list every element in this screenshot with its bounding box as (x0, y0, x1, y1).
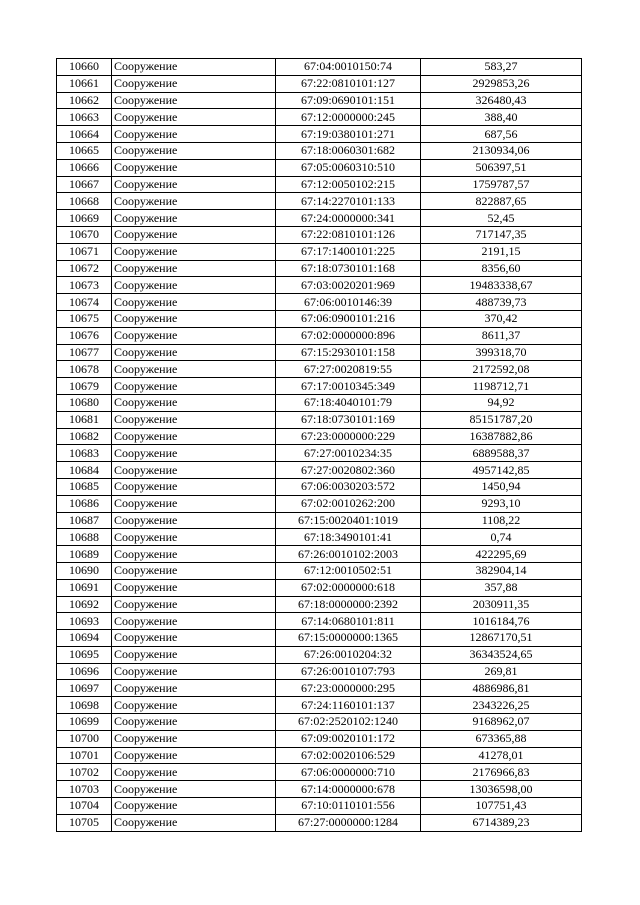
table-row (57, 210, 582, 227)
row-number-cell: 10684 (57, 462, 112, 479)
row-number-cell: 10705 (57, 814, 112, 831)
table-row (57, 378, 582, 395)
cadastral-number-cell: 67:15:0020401:1019 (276, 512, 421, 529)
object-type-cell: Сооружение (112, 193, 276, 210)
cadastral-value-cell: 1016184,76 (421, 613, 582, 630)
object-type-cell: Сооружение (112, 462, 276, 479)
table-row (57, 327, 582, 344)
object-type-cell: Сооружение (112, 781, 276, 798)
cadastral-value-cell: 382904,14 (421, 562, 582, 579)
cadastral-number-cell: 67:23:0000000:295 (276, 680, 421, 697)
cadastral-number-cell: 67:06:0030203:572 (276, 478, 421, 495)
row-number-cell: 10683 (57, 445, 112, 462)
cadastral-value-cell: 388,40 (421, 109, 582, 126)
cadastral-value-cell: 12867170,51 (421, 630, 582, 647)
object-type-cell: Сооружение (112, 495, 276, 512)
cadastral-number-cell: 67:02:0000000:618 (276, 579, 421, 596)
object-type-cell: Сооружение (112, 445, 276, 462)
object-type-cell: Сооружение (112, 478, 276, 495)
row-number-cell: 10702 (57, 764, 112, 781)
cadastral-value-cell: 52,45 (421, 210, 582, 227)
cadastral-number-cell: 67:05:0060310:510 (276, 159, 421, 176)
object-type-cell: Сооружение (112, 294, 276, 311)
cadastral-number-cell: 67:23:0000000:229 (276, 428, 421, 445)
table-row (57, 747, 582, 764)
object-type-cell: Сооружение (112, 142, 276, 159)
cadastral-value-cell: 16387882,86 (421, 428, 582, 445)
row-number-cell: 10685 (57, 478, 112, 495)
cadastral-number-cell: 67:26:0010102:2003 (276, 546, 421, 563)
object-type-cell: Сооружение (112, 814, 276, 831)
table-row (57, 193, 582, 210)
cadastral-number-cell: 67:14:0680101:811 (276, 613, 421, 630)
object-type-cell: Сооружение (112, 512, 276, 529)
table-row (57, 394, 582, 411)
object-type-cell: Сооружение (112, 59, 276, 76)
row-number-cell: 10676 (57, 327, 112, 344)
cadastral-number-cell: 67:03:0020201:969 (276, 277, 421, 294)
row-number-cell: 10669 (57, 210, 112, 227)
cadastral-number-cell: 67:26:0010107:793 (276, 663, 421, 680)
table-row (57, 92, 582, 109)
row-number-cell: 10694 (57, 630, 112, 647)
object-type-cell: Сооружение (112, 277, 276, 294)
row-number-cell: 10678 (57, 361, 112, 378)
cadastral-number-cell: 67:12:0050102:215 (276, 176, 421, 193)
table-row (57, 798, 582, 815)
object-type-cell: Сооружение (112, 680, 276, 697)
row-number-cell: 10681 (57, 411, 112, 428)
cadastral-value-cell: 36343524,65 (421, 646, 582, 663)
cadastral-number-cell: 67:18:4040101:79 (276, 394, 421, 411)
object-type-cell: Сооружение (112, 176, 276, 193)
row-number-cell: 10663 (57, 109, 112, 126)
object-type-cell: Сооружение (112, 579, 276, 596)
cadastral-number-cell: 67:22:0810101:126 (276, 226, 421, 243)
object-type-cell: Сооружение (112, 630, 276, 647)
cadastral-value-cell: 822887,65 (421, 193, 582, 210)
table-row (57, 176, 582, 193)
table-row (57, 226, 582, 243)
object-type-cell: Сооружение (112, 714, 276, 731)
cadastral-value-cell: 6714389,23 (421, 814, 582, 831)
cadastral-number-cell: 67:14:0000000:678 (276, 781, 421, 798)
row-number-cell: 10692 (57, 596, 112, 613)
cadastral-number-cell: 67:18:0060301:682 (276, 142, 421, 159)
table-row (57, 697, 582, 714)
row-number-cell: 10698 (57, 697, 112, 714)
cadastral-number-cell: 67:15:0000000:1365 (276, 630, 421, 647)
row-number-cell: 10680 (57, 394, 112, 411)
row-number-cell: 10660 (57, 59, 112, 76)
cadastral-value-cell: 583,27 (421, 59, 582, 76)
cadastral-number-cell: 67:18:0730101:169 (276, 411, 421, 428)
table-row (57, 277, 582, 294)
cadastral-number-cell: 67:14:2270101:133 (276, 193, 421, 210)
object-type-cell: Сооружение (112, 394, 276, 411)
object-type-cell: Сооружение (112, 75, 276, 92)
object-type-cell: Сооружение (112, 344, 276, 361)
table-row (57, 310, 582, 327)
cadastral-number-cell: 67:27:0020802:360 (276, 462, 421, 479)
object-type-cell: Сооружение (112, 361, 276, 378)
object-type-cell: Сооружение (112, 646, 276, 663)
table-row (57, 663, 582, 680)
cadastral-value-cell: 41278,01 (421, 747, 582, 764)
cadastral-value-cell: 2929853,26 (421, 75, 582, 92)
registry-table (56, 58, 582, 832)
table-row (57, 764, 582, 781)
table-row (57, 529, 582, 546)
table-row (57, 646, 582, 663)
table-row (57, 714, 582, 731)
table-row (57, 344, 582, 361)
cadastral-value-cell: 2343226,25 (421, 697, 582, 714)
table-row (57, 579, 582, 596)
row-number-cell: 10670 (57, 226, 112, 243)
table-row (57, 428, 582, 445)
table-row (57, 630, 582, 647)
cadastral-number-cell: 67:27:0000000:1284 (276, 814, 421, 831)
cadastral-value-cell: 2030911,35 (421, 596, 582, 613)
row-number-cell: 10679 (57, 378, 112, 395)
cadastral-number-cell: 67:09:0020101:172 (276, 730, 421, 747)
object-type-cell: Сооружение (112, 730, 276, 747)
row-number-cell: 10703 (57, 781, 112, 798)
object-type-cell: Сооружение (112, 243, 276, 260)
row-number-cell: 10704 (57, 798, 112, 815)
cadastral-value-cell: 2130934,06 (421, 142, 582, 159)
cadastral-number-cell: 67:02:0020106:529 (276, 747, 421, 764)
object-type-cell: Сооружение (112, 378, 276, 395)
cadastral-number-cell: 67:04:0010150:74 (276, 59, 421, 76)
row-number-cell: 10682 (57, 428, 112, 445)
object-type-cell: Сооружение (112, 562, 276, 579)
object-type-cell: Сооружение (112, 411, 276, 428)
table-row (57, 562, 582, 579)
cadastral-number-cell: 67:06:0010146:39 (276, 294, 421, 311)
row-number-cell: 10668 (57, 193, 112, 210)
cadastral-value-cell: 1108,22 (421, 512, 582, 529)
table-row (57, 411, 582, 428)
cadastral-number-cell: 67:19:0380101:271 (276, 126, 421, 143)
table-row (57, 613, 582, 630)
table-row (57, 159, 582, 176)
cadastral-number-cell: 67:18:3490101:41 (276, 529, 421, 546)
cadastral-value-cell: 717147,35 (421, 226, 582, 243)
cadastral-number-cell: 67:02:0010262:200 (276, 495, 421, 512)
table-row (57, 361, 582, 378)
cadastral-value-cell: 488739,73 (421, 294, 582, 311)
cadastral-number-cell: 67:17:0010345:349 (276, 378, 421, 395)
object-type-cell: Сооружение (112, 126, 276, 143)
row-number-cell: 10701 (57, 747, 112, 764)
cadastral-number-cell: 67:06:0900101:216 (276, 310, 421, 327)
row-number-cell: 10674 (57, 294, 112, 311)
row-number-cell: 10695 (57, 646, 112, 663)
row-number-cell: 10686 (57, 495, 112, 512)
cadastral-value-cell: 13036598,00 (421, 781, 582, 798)
row-number-cell: 10696 (57, 663, 112, 680)
cadastral-value-cell: 2176966,83 (421, 764, 582, 781)
row-number-cell: 10662 (57, 92, 112, 109)
table-row (57, 546, 582, 563)
cadastral-value-cell: 399318,70 (421, 344, 582, 361)
row-number-cell: 10697 (57, 680, 112, 697)
cadastral-number-cell: 67:18:0000000:2392 (276, 596, 421, 613)
table-row (57, 781, 582, 798)
cadastral-value-cell: 85151787,20 (421, 411, 582, 428)
cadastral-value-cell: 6889588,37 (421, 445, 582, 462)
object-type-cell: Сооружение (112, 260, 276, 277)
object-type-cell: Сооружение (112, 764, 276, 781)
row-number-cell: 10690 (57, 562, 112, 579)
table-row (57, 243, 582, 260)
cadastral-number-cell: 67:17:1400101:225 (276, 243, 421, 260)
cadastral-value-cell: 1450,94 (421, 478, 582, 495)
table-row (57, 445, 582, 462)
cadastral-value-cell: 687,56 (421, 126, 582, 143)
table-row (57, 495, 582, 512)
object-type-cell: Сооружение (112, 697, 276, 714)
registry-table-body (57, 59, 582, 832)
object-type-cell: Сооружение (112, 546, 276, 563)
row-number-cell: 10700 (57, 730, 112, 747)
cadastral-value-cell: 9168962,07 (421, 714, 582, 731)
table-row (57, 109, 582, 126)
cadastral-number-cell: 67:09:0690101:151 (276, 92, 421, 109)
cadastral-number-cell: 67:24:1160101:137 (276, 697, 421, 714)
row-number-cell: 10688 (57, 529, 112, 546)
object-type-cell: Сооружение (112, 159, 276, 176)
cadastral-value-cell: 673365,88 (421, 730, 582, 747)
row-number-cell: 10671 (57, 243, 112, 260)
table-row (57, 596, 582, 613)
row-number-cell: 10661 (57, 75, 112, 92)
cadastral-number-cell: 67:27:0010234:35 (276, 445, 421, 462)
cadastral-value-cell: 422295,69 (421, 546, 582, 563)
object-type-cell: Сооружение (112, 663, 276, 680)
row-number-cell: 10699 (57, 714, 112, 731)
cadastral-value-cell: 2191,15 (421, 243, 582, 260)
table-row (57, 730, 582, 747)
object-type-cell: Сооружение (112, 210, 276, 227)
object-type-cell: Сооружение (112, 798, 276, 815)
row-number-cell: 10675 (57, 310, 112, 327)
table-row (57, 478, 582, 495)
table-row (57, 512, 582, 529)
cadastral-number-cell: 67:02:2520102:1240 (276, 714, 421, 731)
object-type-cell: Сооружение (112, 109, 276, 126)
cadastral-value-cell: 9293,10 (421, 495, 582, 512)
row-number-cell: 10664 (57, 126, 112, 143)
object-type-cell: Сооружение (112, 226, 276, 243)
cadastral-value-cell: 1759787,57 (421, 176, 582, 193)
cadastral-value-cell: 326480,43 (421, 92, 582, 109)
cadastral-number-cell: 67:27:0020819:55 (276, 361, 421, 378)
cadastral-value-cell: 1198712,71 (421, 378, 582, 395)
row-number-cell: 10667 (57, 176, 112, 193)
table-row (57, 75, 582, 92)
cadastral-number-cell: 67:22:0810101:127 (276, 75, 421, 92)
cadastral-value-cell: 506397,51 (421, 159, 582, 176)
cadastral-number-cell: 67:10:0110101:556 (276, 798, 421, 815)
cadastral-value-cell: 269,81 (421, 663, 582, 680)
cadastral-value-cell: 19483338,67 (421, 277, 582, 294)
cadastral-number-cell: 67:12:0000000:245 (276, 109, 421, 126)
cadastral-value-cell: 0,74 (421, 529, 582, 546)
table-row (57, 142, 582, 159)
cadastral-value-cell: 2172592,08 (421, 361, 582, 378)
object-type-cell: Сооружение (112, 613, 276, 630)
row-number-cell: 10665 (57, 142, 112, 159)
table-row (57, 462, 582, 479)
row-number-cell: 10687 (57, 512, 112, 529)
row-number-cell: 10691 (57, 579, 112, 596)
cadastral-value-cell: 94,92 (421, 394, 582, 411)
cadastral-number-cell: 67:26:0010204:32 (276, 646, 421, 663)
table-row (57, 126, 582, 143)
cadastral-number-cell: 67:12:0010502:51 (276, 562, 421, 579)
cadastral-number-cell: 67:18:0730101:168 (276, 260, 421, 277)
row-number-cell: 10693 (57, 613, 112, 630)
row-number-cell: 10689 (57, 546, 112, 563)
object-type-cell: Сооружение (112, 327, 276, 344)
cadastral-number-cell: 67:02:0000000:896 (276, 327, 421, 344)
object-type-cell: Сооружение (112, 596, 276, 613)
row-number-cell: 10666 (57, 159, 112, 176)
cadastral-number-cell: 67:15:2930101:158 (276, 344, 421, 361)
row-number-cell: 10677 (57, 344, 112, 361)
row-number-cell: 10673 (57, 277, 112, 294)
table-row (57, 294, 582, 311)
object-type-cell: Сооружение (112, 310, 276, 327)
object-type-cell: Сооружение (112, 529, 276, 546)
cadastral-number-cell: 67:24:0000000:341 (276, 210, 421, 227)
table-row (57, 814, 582, 831)
cadastral-number-cell: 67:06:0000000:710 (276, 764, 421, 781)
object-type-cell: Сооружение (112, 747, 276, 764)
cadastral-value-cell: 8611,37 (421, 327, 582, 344)
row-number-cell: 10672 (57, 260, 112, 277)
table-row (57, 680, 582, 697)
table-row (57, 260, 582, 277)
cadastral-value-cell: 4886986,81 (421, 680, 582, 697)
object-type-cell: Сооружение (112, 428, 276, 445)
cadastral-value-cell: 8356,60 (421, 260, 582, 277)
cadastral-value-cell: 107751,43 (421, 798, 582, 815)
object-type-cell: Сооружение (112, 92, 276, 109)
cadastral-value-cell: 370,42 (421, 310, 582, 327)
table-row (57, 59, 582, 76)
cadastral-value-cell: 357,88 (421, 579, 582, 596)
cadastral-value-cell: 4957142,85 (421, 462, 582, 479)
